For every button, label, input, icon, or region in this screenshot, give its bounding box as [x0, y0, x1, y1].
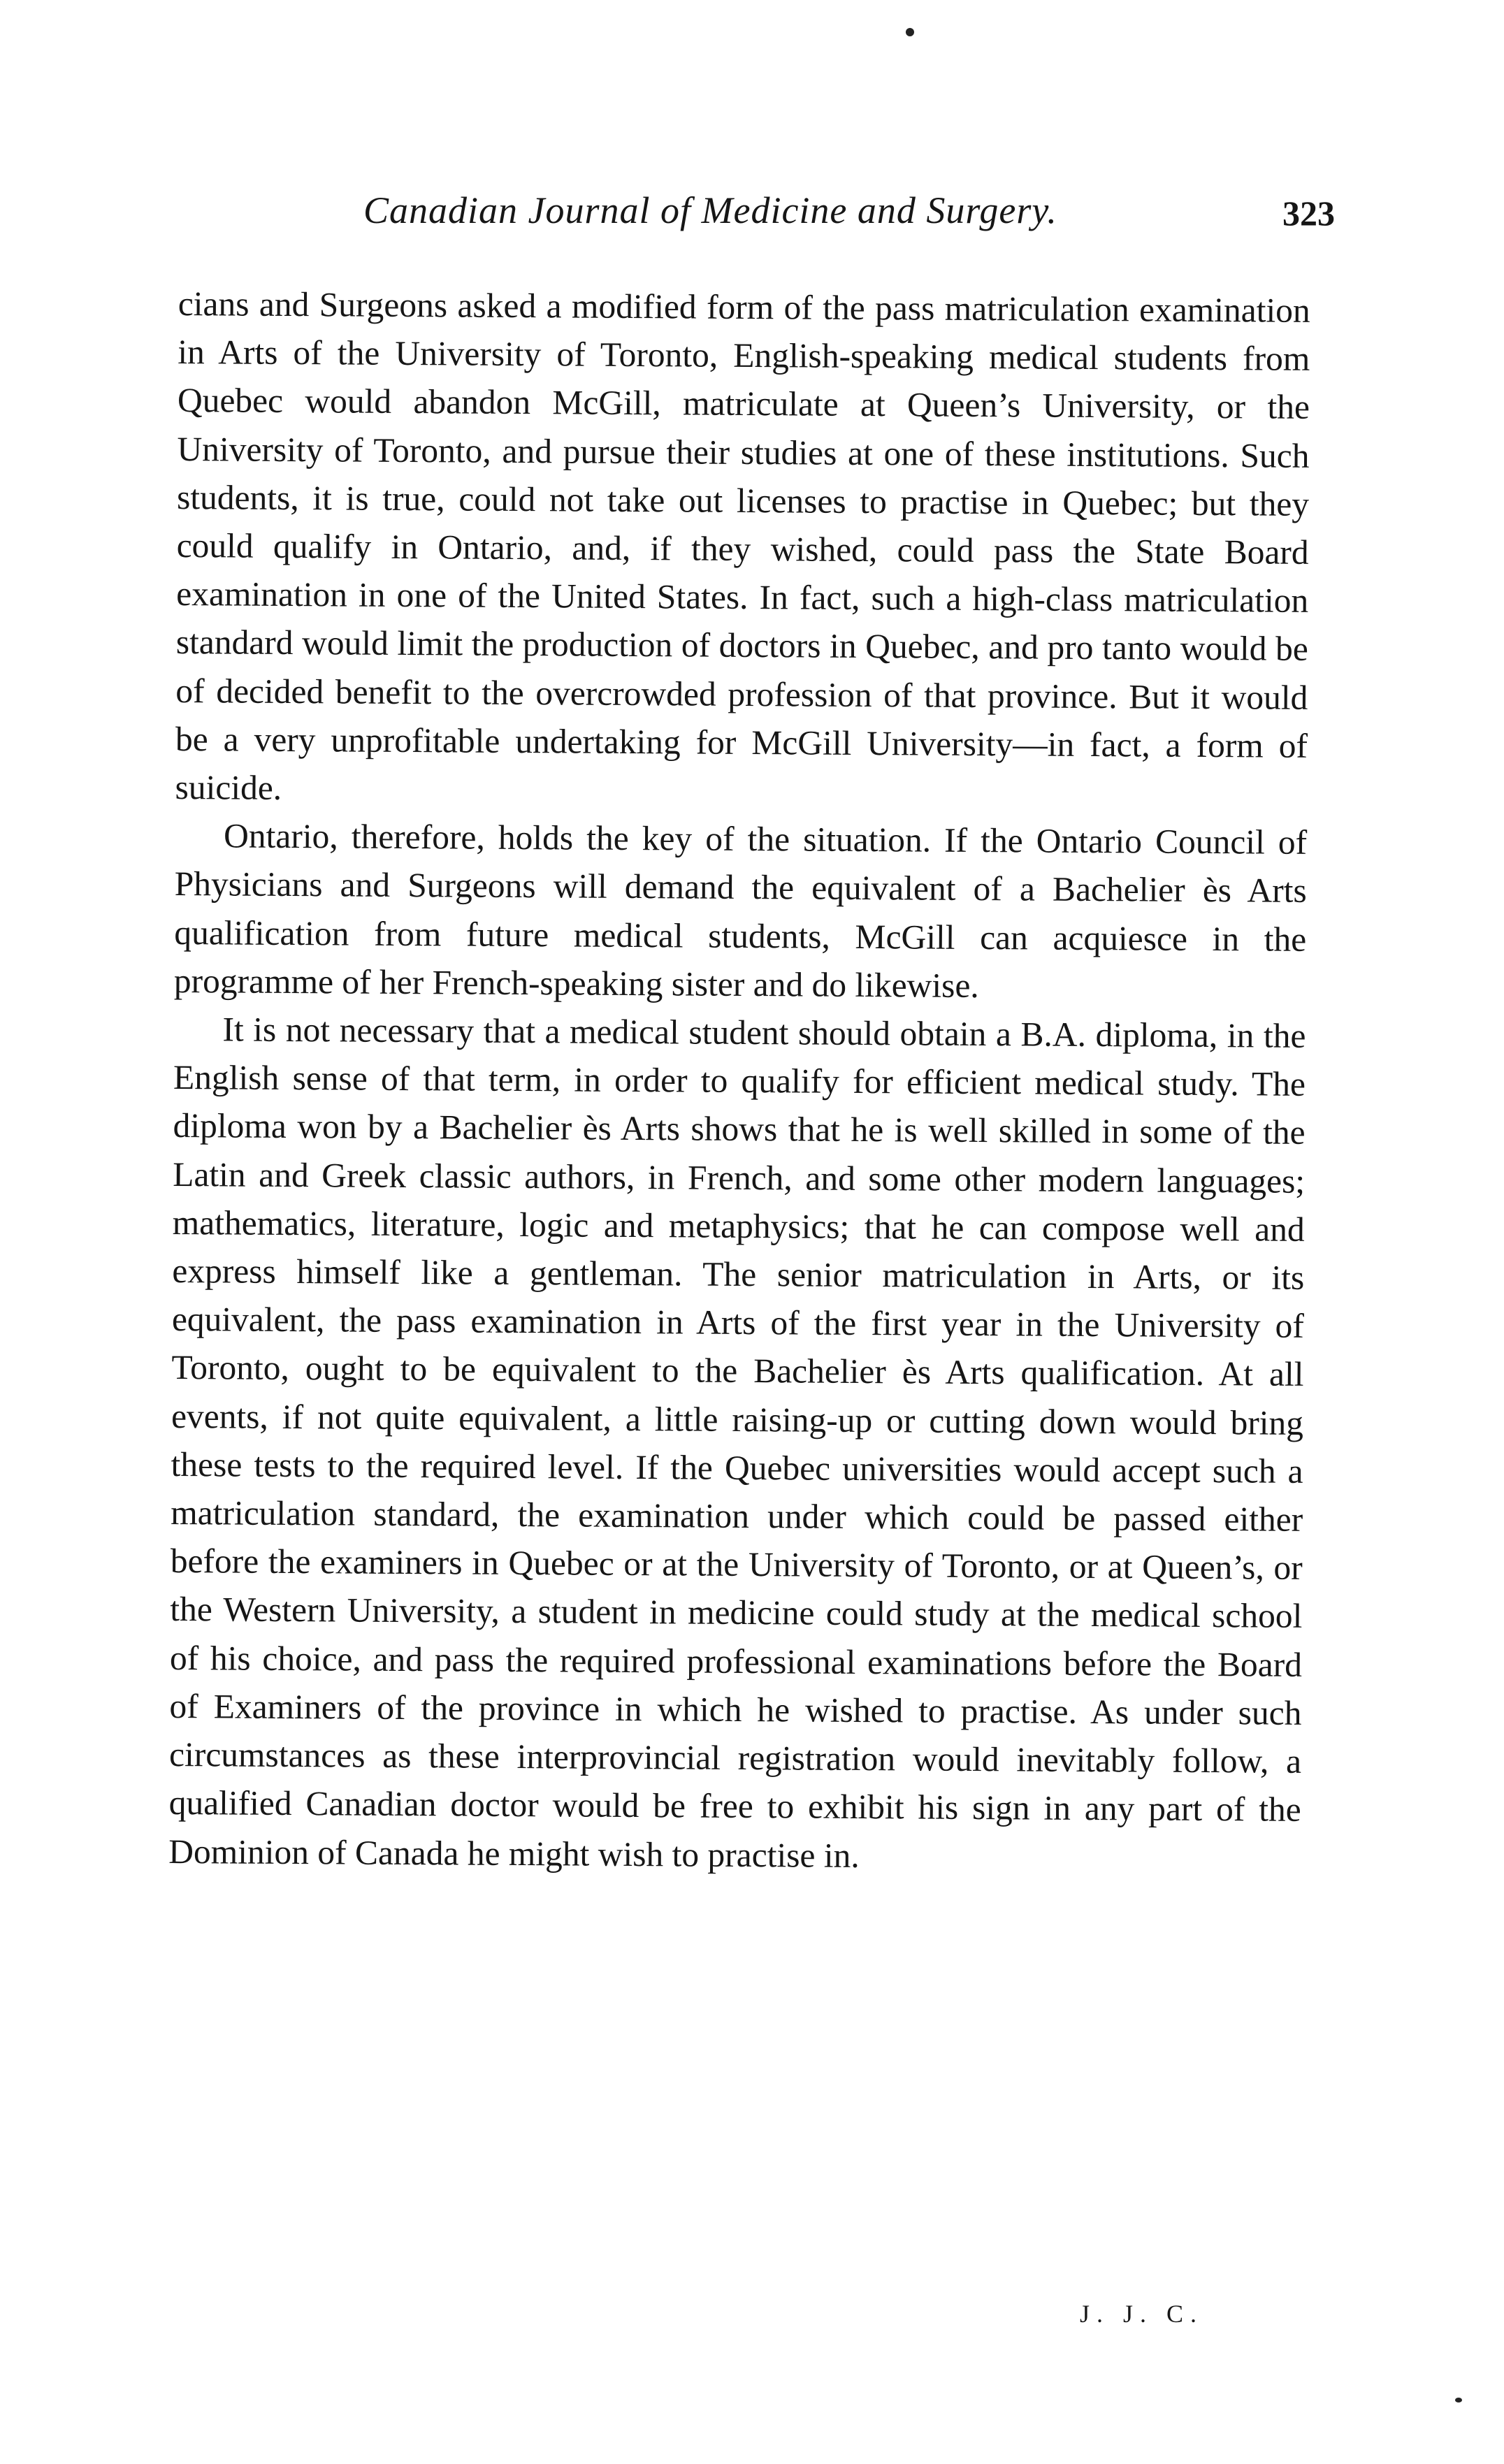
author-initials: J. J. C.	[1080, 2300, 1204, 2328]
page-number: 323	[1282, 194, 1335, 233]
ink-speck	[906, 28, 914, 36]
ink-speck	[1455, 2398, 1462, 2403]
article-body	[168, 280, 1310, 1883]
paragraph-3: It is not necessary that a medical student should obtain a B.A. diploma, in the English sense of that term, in order to qualify for efficient medical study. The diploma won by a Bachelier ès Arts shows that he is well skilled in some of the Latin and Greek classic authors, in French, and some other modern languages; mathematics, literature, logic and metaphysics; that he can compose well and express himself like a gentleman. The senior matriculation in Arts, or its equivalent, the pass examination in Arts of the first year in the University of Toronto, ought to be equivalent to the Bachelier ès Arts qualification. At all events, if not quite equivalent, a little raising-up or cutting down would bring these tests to the required level. If the Quebec universities would accept such a matriculation standard, the examination under which could be passed either before the examiners in Quebec or at the University of Toronto, or at Queen’s, or the Western University, a student in medicine could study at the medical school of his choice, and pass the required professional examinations before the Board of Examiners of the province in which he wished to practise. As under such circumstances as these interprovincial registration would inevitably follow, a qualified Canadian doctor would be free to exhibit his sign in any part of the Dominion of Canada he might wish to practise in.	[168, 1010, 1306, 1875]
running-title: Canadian Journal of Medicine and Surgery.	[363, 189, 1057, 231]
page-header	[175, 189, 1335, 252]
paragraph-1: cians and Surgeons asked a modified form of the pass matriculation examination in Arts of the University of Toronto, English-speaking medical students from Quebec would abandon McGill, matriculate at Queen’s University, or the University of Toronto, and pursue their studies at one of these institutions. Such students, it is true, could not take out licenses to practise in Quebec; but they could qualify in Ontario, and, if they wished, could pass the State Board examination in one of the United States. In fact, such a high-class matriculation standard would limit the production of doctors in Quebec, and pro tanto would be of decided benefit to the overcrowded profession of that province. But it would be a very unprofitable undertaking for McGill University—in fact, a form of suicide.	[175, 284, 1310, 807]
paragraph-2: Ontario, therefore, holds the key of the situation. If the Ontario Council of Physicians and Surgeons will demand the equivalent of a Bachelier ès Arts qualification from future medical students, McGill can acquiesce in the programme of her French-speaking sister and do likewise.	[173, 816, 1308, 1005]
